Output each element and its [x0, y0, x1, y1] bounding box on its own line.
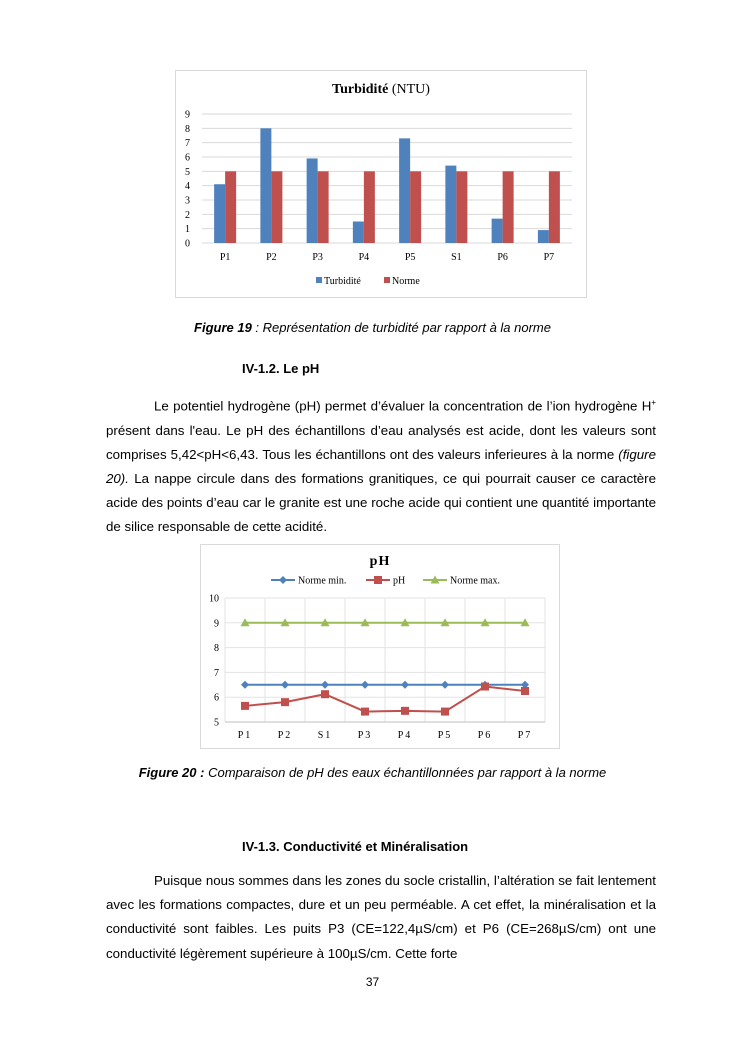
ph-point-norme-min: [281, 681, 289, 689]
turbidity-bar-norme: [503, 171, 514, 243]
ph-legend-label: Norme min.: [298, 575, 347, 587]
turbidity-bar-turbidite: [353, 222, 364, 244]
turbidity-x-tick: P4: [358, 252, 370, 263]
ph-x-tick: P6: [477, 730, 493, 741]
ph-legend-marker: [279, 576, 287, 584]
ph-point-norme-min: [401, 681, 409, 689]
ph-point-norme-min: [241, 681, 249, 689]
turbidity-bar-turbidite: [492, 219, 503, 243]
ph-text-1: Le potentiel hydrogène (pH) permet d’évaluer la concentration de l’ion hydrogène H: [154, 398, 652, 414]
turbidity-y-tick: 4: [185, 181, 190, 193]
ph-x-tick: P2: [277, 730, 293, 741]
turbidity-legend-label: Norme: [392, 276, 420, 287]
figure20-caption: [0, 765, 745, 780]
turbidity-bar-turbidite: [399, 138, 410, 243]
section-cond-paragraph: [106, 869, 656, 966]
turbidity-x-tick: S1: [451, 252, 462, 263]
turbidity-legend-swatch: [316, 277, 322, 283]
turbidity-y-tick: 8: [185, 123, 190, 135]
turbidity-x-tick: P1: [219, 252, 231, 263]
ph-text-3: La nappe circule dans des formations granitiques, ce qui pourrait causer ce caractère acide des points d’eau car le granite est une roche acide qui contient une quantité importante de silice responsable de cette acidité.: [106, 471, 656, 535]
ph-point-ph: [441, 708, 449, 716]
ph-point-norme-min: [321, 681, 329, 689]
section-cond-heading: IV-1.3. Conductivité et Minéralisation: [242, 839, 469, 854]
figure19-caption: [0, 320, 745, 335]
turbidity-x-tick: P6: [497, 252, 508, 263]
ph-y-tick: 9: [214, 618, 219, 630]
ph-y-tick: 10: [209, 593, 219, 605]
ph-figure-ref: (figure 20).: [106, 446, 656, 487]
figure19-label: Figure 19: [194, 320, 252, 335]
ph-point-norme-min: [441, 681, 449, 689]
turbidity-x-tick: P7: [543, 252, 555, 263]
turbidity-bar-norme: [271, 171, 282, 243]
figure20-label: Figure 20 :: [138, 765, 205, 780]
turbidity-title-bold: Turbidité: [332, 82, 389, 97]
turbidity-chart-svg: [176, 71, 586, 297]
turbidity-y-tick: 6: [185, 152, 190, 164]
turbidity-chart: [175, 70, 587, 298]
ph-point-ph: [281, 698, 289, 706]
turbidity-x-tick: P3: [312, 252, 323, 263]
ph-x-tick: P3: [357, 730, 373, 741]
section-ph-paragraph: [106, 391, 656, 540]
ph-x-tick: P7: [517, 730, 533, 741]
ph-legend-label: pH: [393, 575, 406, 587]
ph-x-tick: P1: [237, 730, 253, 741]
ph-y-tick: 7: [214, 667, 219, 679]
ph-x-tick: S1: [317, 730, 333, 741]
turbidity-bar-turbidite: [307, 158, 318, 243]
turbidity-y-tick: 5: [185, 166, 190, 178]
figure19-text: : Représentation de turbidité par rapport à la norme: [251, 320, 551, 335]
ph-y-tick: 6: [214, 692, 219, 704]
section-ph-heading: IV-1.2. Le pH: [242, 361, 320, 376]
ph-chart-title: pH: [369, 554, 391, 569]
turbidity-bar-turbidite: [445, 166, 456, 243]
ph-text-2: présent dans l'eau. Le pH des échantillons d’eau analysés est acide, dont les valeurs sont comprises 5,42<pH<6,43. Tous les échantillons ont des valeurs inferieures à la norme: [106, 422, 656, 462]
turbidity-y-tick: 1: [185, 224, 190, 236]
turbidity-bar-norme: [318, 171, 329, 243]
ph-point-ph: [481, 683, 489, 691]
turbidity-legend-label: Turbidité: [324, 276, 361, 287]
ph-legend-marker: [374, 576, 382, 584]
turbidity-bar-norme: [410, 171, 421, 243]
turbidity-bar-norme: [456, 171, 467, 243]
turbidity-bar-turbidite: [260, 128, 271, 243]
ph-x-tick: P5: [437, 730, 453, 741]
ph-legend-label: Norme max.: [450, 575, 500, 587]
turbidity-bar-turbidite: [538, 230, 549, 243]
turbidity-x-tick: P5: [404, 252, 416, 263]
turbidity-bar-norme: [225, 171, 236, 243]
ph-superscript: +: [651, 398, 656, 407]
turbidity-chart-title: [332, 82, 430, 97]
page-number: 37: [365, 975, 380, 989]
turbidity-y-tick: 9: [185, 109, 190, 121]
ph-point-ph: [241, 702, 249, 710]
turbidity-y-tick: 7: [185, 138, 190, 150]
turbidity-bar-turbidite: [214, 184, 225, 243]
ph-chart-svg: [201, 545, 559, 748]
ph-chart: [200, 544, 560, 749]
ph-x-tick: P4: [397, 730, 413, 741]
turbidity-bar-norme: [364, 171, 375, 243]
turbidity-y-tick: 2: [185, 209, 190, 221]
turbidity-x-tick: P2: [266, 252, 277, 263]
turbidity-bar-norme: [549, 171, 560, 243]
turbidity-title-unit: (NTU): [388, 82, 430, 97]
ph-point-ph: [321, 690, 329, 698]
ph-point-ph: [361, 708, 369, 716]
turbidity-y-tick: 0: [185, 238, 190, 250]
ph-point-ph: [401, 707, 409, 715]
turbidity-legend-swatch: [384, 277, 390, 283]
ph-point-ph: [521, 687, 529, 695]
ph-y-tick: 8: [214, 643, 219, 655]
cond-text: Puisque nous sommes dans les zones du socle cristallin, l’altération se fait lentement avec les formations compactes, dure et un peu perméable. A cet effet, la minéralisation et la conductivité sont faibles. Les puits P3 (CE=122,4µS/cm) et P6 (CE=268µS/cm) ont une conductivité légèrement supérieure à 100µS/cm. Cette forte: [106, 873, 656, 961]
ph-point-norme-min: [361, 681, 369, 689]
turbidity-y-tick: 3: [185, 195, 190, 207]
ph-y-tick: 5: [214, 717, 219, 729]
figure20-text: Comparaison de pH des eaux échantillonnées par rapport à la norme: [204, 765, 607, 780]
